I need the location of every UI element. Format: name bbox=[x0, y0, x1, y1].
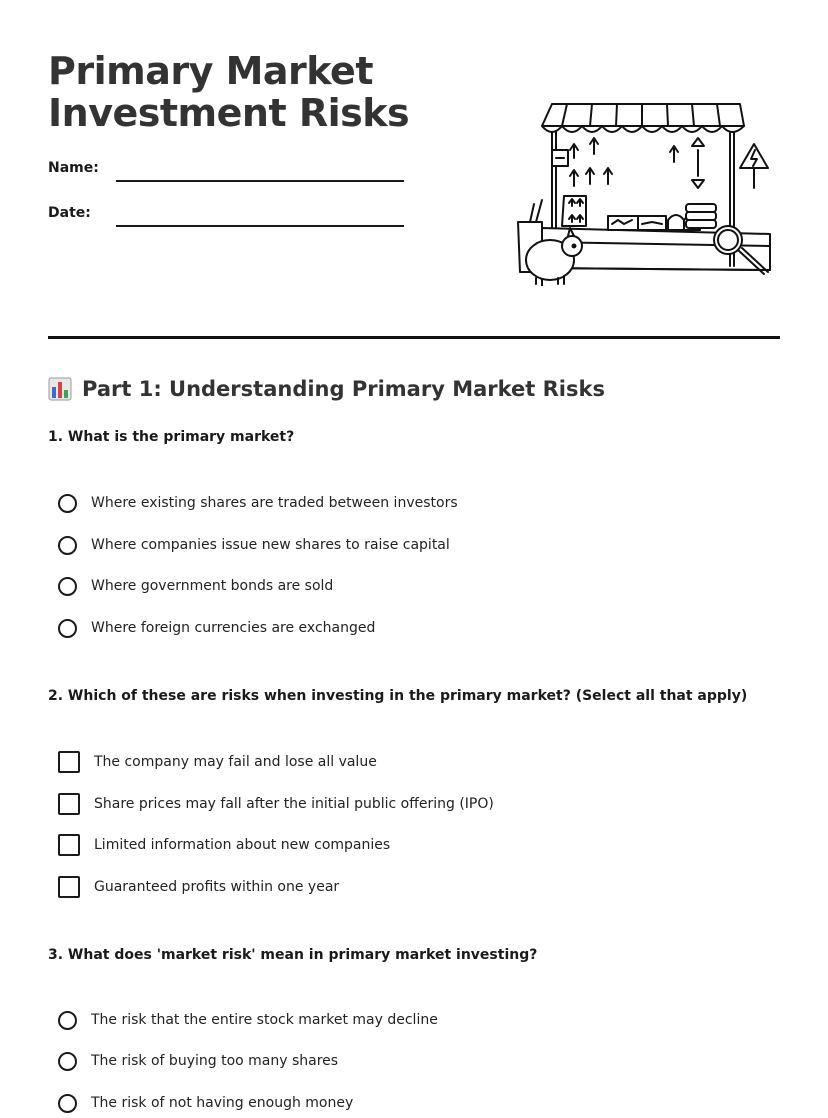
option-label: Where government bonds are sold bbox=[91, 578, 334, 594]
radio-button[interactable] bbox=[58, 1011, 77, 1030]
q1-option-3[interactable] bbox=[58, 574, 758, 598]
q1-option-2[interactable] bbox=[58, 533, 758, 557]
checkbox[interactable] bbox=[58, 793, 80, 815]
question-2: 2. Which of these are risks when investing in the primary market? (Select all that apply) bbox=[48, 688, 748, 704]
radio-button[interactable] bbox=[58, 1094, 77, 1113]
section-divider bbox=[48, 336, 780, 339]
q2-option-3[interactable] bbox=[58, 833, 758, 857]
part1-heading bbox=[48, 374, 605, 404]
option-label: Limited information about new companies bbox=[94, 837, 391, 853]
date-field bbox=[48, 205, 408, 235]
option-label: The risk of buying too many shares bbox=[91, 1053, 339, 1069]
date-input-line[interactable] bbox=[116, 225, 404, 227]
q1-option-4[interactable] bbox=[58, 616, 758, 640]
radio-button[interactable] bbox=[58, 619, 77, 638]
q3-option-2[interactable] bbox=[58, 1049, 758, 1073]
radio-button[interactable] bbox=[58, 494, 77, 513]
question-1: 1. What is the primary market? bbox=[48, 429, 295, 445]
radio-button[interactable] bbox=[58, 536, 77, 555]
option-label: Share prices may fall after the initial public offering (IPO) bbox=[94, 796, 494, 812]
q2-option-1[interactable] bbox=[58, 750, 758, 774]
q3-option-1[interactable] bbox=[58, 1008, 758, 1032]
q3-option-3[interactable] bbox=[58, 1091, 758, 1115]
question-3: 3. What does 'market risk' mean in primary market investing? bbox=[48, 947, 538, 963]
q2-option-4[interactable] bbox=[58, 875, 758, 899]
name-input-line[interactable] bbox=[116, 180, 404, 182]
option-label: The risk of not having enough money bbox=[91, 1095, 354, 1111]
title-line-1: Primary Market bbox=[48, 49, 373, 93]
option-label: Where companies issue new shares to raise capital bbox=[91, 537, 450, 553]
q2-option-2[interactable] bbox=[58, 792, 758, 816]
option-label: Where foreign currencies are exchanged bbox=[91, 620, 376, 636]
checkbox[interactable] bbox=[58, 751, 80, 773]
option-label: Where existing shares are traded between investors bbox=[91, 495, 458, 511]
option-label: Guaranteed profits within one year bbox=[94, 879, 340, 895]
option-label: The company may fail and lose all value bbox=[94, 754, 377, 770]
bar-chart-icon bbox=[48, 377, 72, 401]
name-label: Name: bbox=[48, 160, 99, 176]
option-label: The risk that the entire stock market may decline bbox=[91, 1012, 438, 1028]
radio-button[interactable] bbox=[58, 1052, 77, 1071]
date-label: Date: bbox=[48, 205, 91, 221]
q1-option-1[interactable] bbox=[58, 491, 758, 515]
checkbox[interactable] bbox=[58, 834, 80, 856]
title-line-2: Investment Risks bbox=[48, 91, 410, 135]
radio-button[interactable] bbox=[58, 577, 77, 596]
page-title bbox=[48, 50, 468, 134]
part1-title: Part 1: Understanding Primary Market Risks bbox=[82, 377, 605, 401]
checkbox[interactable] bbox=[58, 876, 80, 898]
name-field bbox=[48, 160, 408, 190]
market-stall-illustration bbox=[512, 96, 774, 286]
